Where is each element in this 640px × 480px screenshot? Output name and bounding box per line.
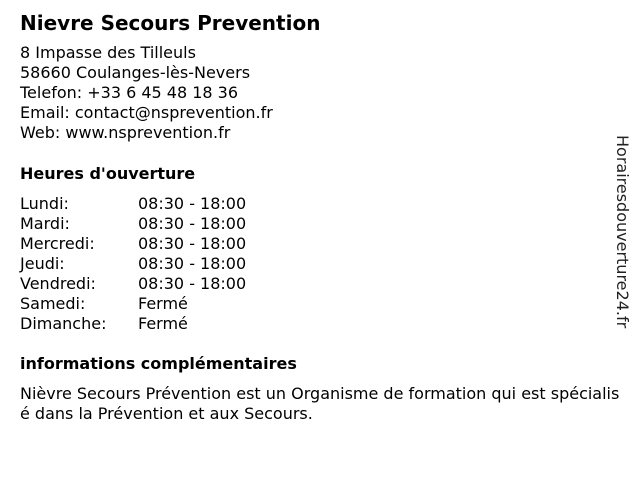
- time-value: 08:30 - 18:00: [138, 214, 247, 233]
- hours-row-friday: [20, 274, 246, 294]
- day-label: Vendredi:: [20, 274, 96, 293]
- time-value: 08:30 - 18:00: [138, 254, 247, 273]
- business-description: Nièvre Secours Prévention est un Organisme de formation qui est spécialisé dans la Prévention et aux Secours.: [20, 384, 620, 423]
- day-label: Mercredi:: [20, 234, 95, 253]
- hours-row-tuesday: [20, 214, 246, 234]
- day-label: Dimanche:: [20, 314, 107, 333]
- address-city: 58660 Coulanges-lès-Nevers: [20, 63, 251, 82]
- website: Web: www.nsprevention.fr: [20, 123, 231, 142]
- time-value: 08:30 - 18:00: [138, 274, 247, 293]
- day-label: Mardi:: [20, 214, 70, 233]
- address-street: 8 Impasse des Tilleuls: [20, 43, 196, 62]
- opening-hours-table: [20, 194, 246, 334]
- time-value: Fermé: [138, 314, 188, 333]
- hours-row-sunday: [20, 314, 246, 334]
- hours-row-thursday: [20, 254, 246, 274]
- phone-number: Telefon: +33 6 45 48 18 36: [20, 83, 239, 102]
- hours-row-wednesday: [20, 234, 246, 254]
- contact-block: [20, 43, 273, 143]
- time-value: Fermé: [138, 294, 188, 313]
- additional-info-heading: informations complémentaires: [20, 354, 297, 373]
- site-watermark: Horairesdouverture24.fr: [613, 135, 632, 329]
- day-label: Jeudi:: [20, 254, 65, 273]
- hours-row-saturday: [20, 294, 246, 314]
- business-name: Nievre Secours Prevention: [20, 11, 321, 35]
- time-value: 08:30 - 18:00: [138, 194, 247, 213]
- hours-row-monday: [20, 194, 246, 214]
- email-address: Email: contact@nsprevention.fr: [20, 103, 273, 122]
- day-label: Lundi:: [20, 194, 69, 213]
- time-value: 08:30 - 18:00: [138, 234, 247, 253]
- day-label: Samedi:: [20, 294, 86, 313]
- opening-hours-heading: Heures d'ouverture: [20, 164, 196, 183]
